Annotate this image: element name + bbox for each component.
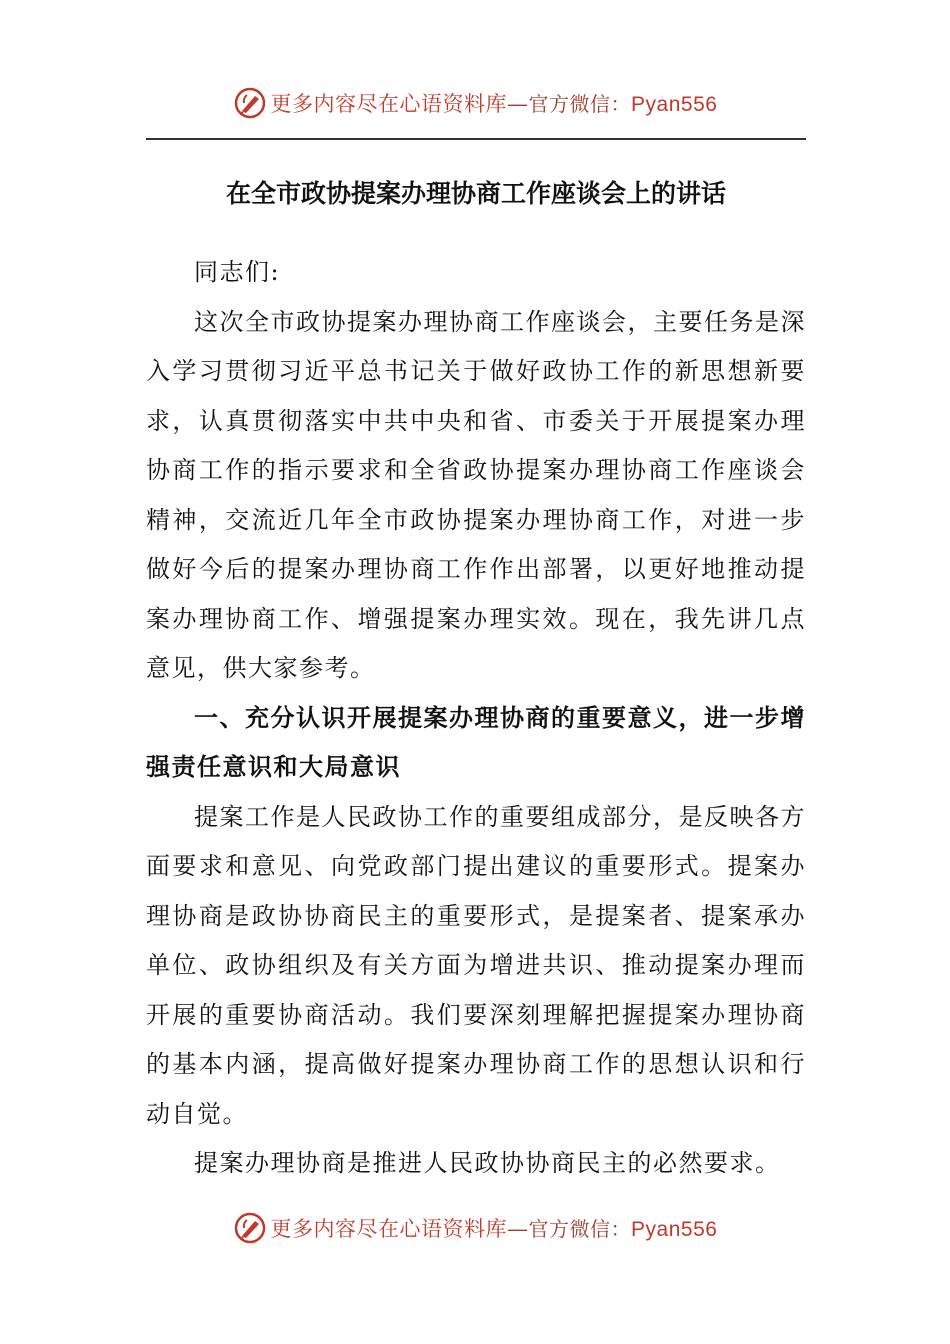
banner-label: 官方微信： xyxy=(528,1217,632,1241)
section-heading-1: 一、充分认识开展提案办理协商的重要意义，进一步增强责任意识和大局意识 xyxy=(146,703,806,781)
section1-paragraph: 提案办理协商是推进人民政协协商民主的必然要求。 xyxy=(194,1149,781,1177)
intro-paragraph: 这次全市政协提案办理协商工作座谈会，主要任务是深入学习贯彻习近平总书记关于做好政协工作的新思想新要求，认真贯彻落实中共中央和省、市委关于开展提案办理协商工作的指示要求和全省政协提案办理协商工作座谈会精神，交流近几年全市政协提案办理协商工作，对进一步做好今后的提案办理协商工作作出部署，以更好地推动提案办理协商工作、增强提案办理实效。现在，我先讲几点意见，供大家参考。 xyxy=(146,307,806,682)
banner-text xyxy=(271,88,718,118)
banner-main: 更多内容尽在心语资料库 xyxy=(270,1217,508,1241)
section1-paragraph: 提案工作是人民政协工作的重要组成部分，是反映各方面要求和意见、向党政部门提出建议的重要形式。提案办理协商是政协协商民主的重要形式，是提案者、提案承办单位、政协组织及有关方面为增进共识、推动提案办理而开展的重要协商活动。我们要深刻理解把握提案办理协商的基本内涵，提高做好提案办理协商工作的思想认识和行动自觉。 xyxy=(146,802,806,1128)
banner-dash: — xyxy=(507,1217,529,1241)
document-body xyxy=(146,248,806,1189)
pen-logo-icon xyxy=(233,86,267,120)
footer-banner xyxy=(0,1203,950,1253)
salutation: 同志们: xyxy=(194,258,281,286)
banner-text xyxy=(271,1213,718,1243)
banner-wechat-id: Pyan556 xyxy=(631,93,718,116)
document-title: 在全市政协提案办理协商工作座谈会上的讲话 xyxy=(225,179,726,208)
header-divider xyxy=(146,138,806,140)
banner-main: 更多内容尽在心语资料库 xyxy=(270,92,508,116)
header-banner xyxy=(0,78,950,128)
banner-dash: — xyxy=(507,92,529,116)
banner-wechat-id: Pyan556 xyxy=(631,1218,718,1241)
pen-logo-icon xyxy=(233,1211,267,1245)
banner-label: 官方微信： xyxy=(528,92,632,116)
